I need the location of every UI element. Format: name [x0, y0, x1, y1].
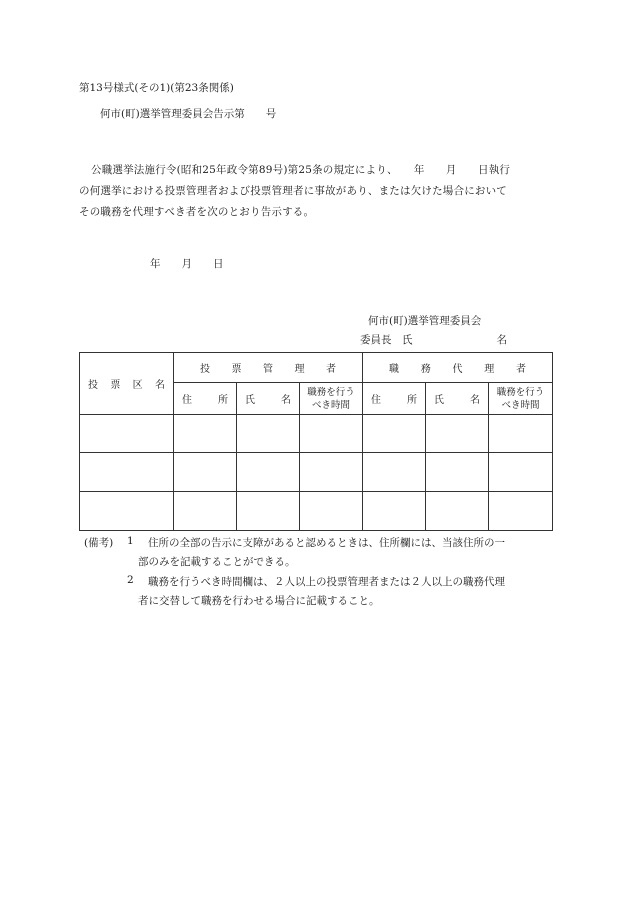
body-line-3: その職務を代理すべき者を次のとおり告示する。 — [79, 206, 315, 218]
chairman-line: 委員長 氏 名 — [360, 334, 507, 346]
body-line-2: の何選挙における投票管理者および投票管理者に事故があり、または欠けた場合において — [79, 185, 507, 197]
note-1-line-2: 部のみを記載することができる。 — [138, 556, 296, 568]
header-deputy: 職 務 代 理 者 — [363, 353, 553, 383]
notes-label: (備考) — [84, 537, 114, 549]
sub-manager-time: 職務を行う べき時間 — [300, 383, 363, 415]
header-district: 投 票 区 名 — [80, 353, 174, 415]
date-line: 年 月 日 — [150, 258, 224, 270]
committee-name: 何市(町)選挙管理委員会 — [368, 315, 482, 327]
sub-deputy-time: 職務を行う べき時間 — [489, 383, 553, 415]
sub-manager-address: 住 所 — [174, 383, 237, 415]
note-1-line-1: 住所の全部の告示に支障があると認めるときは、住所欄には、当該住所の一 — [148, 537, 505, 549]
note-1-number: 1 — [127, 535, 134, 547]
sub-deputy-address: 住 所 — [363, 383, 426, 415]
delegation-table — [79, 352, 553, 531]
notice-title: 何市(町)選挙管理委員会告示第 号 — [100, 108, 277, 120]
body-line-1: 公職選挙法施行令(昭和25年政令第89号)第25条の規定により、 年 月 日執行 — [91, 164, 511, 176]
note-2-line-1: 職務を行うべき時間欄は、２人以上の投票管理者または２人以上の職務代理 — [148, 576, 505, 588]
table-row — [80, 492, 553, 531]
note-2-number: 2 — [127, 574, 134, 586]
table-row — [80, 453, 553, 492]
table-row — [80, 415, 553, 453]
form-number: 第13号様式(その1)(第23条関係) — [79, 82, 234, 94]
sub-deputy-name: 氏 名 — [426, 383, 489, 415]
header-manager: 投 票 管 理 者 — [174, 353, 363, 383]
note-2-line-2: 者に交替して職務を行わせる場合に記載すること。 — [138, 595, 380, 607]
sub-manager-name: 氏 名 — [237, 383, 300, 415]
